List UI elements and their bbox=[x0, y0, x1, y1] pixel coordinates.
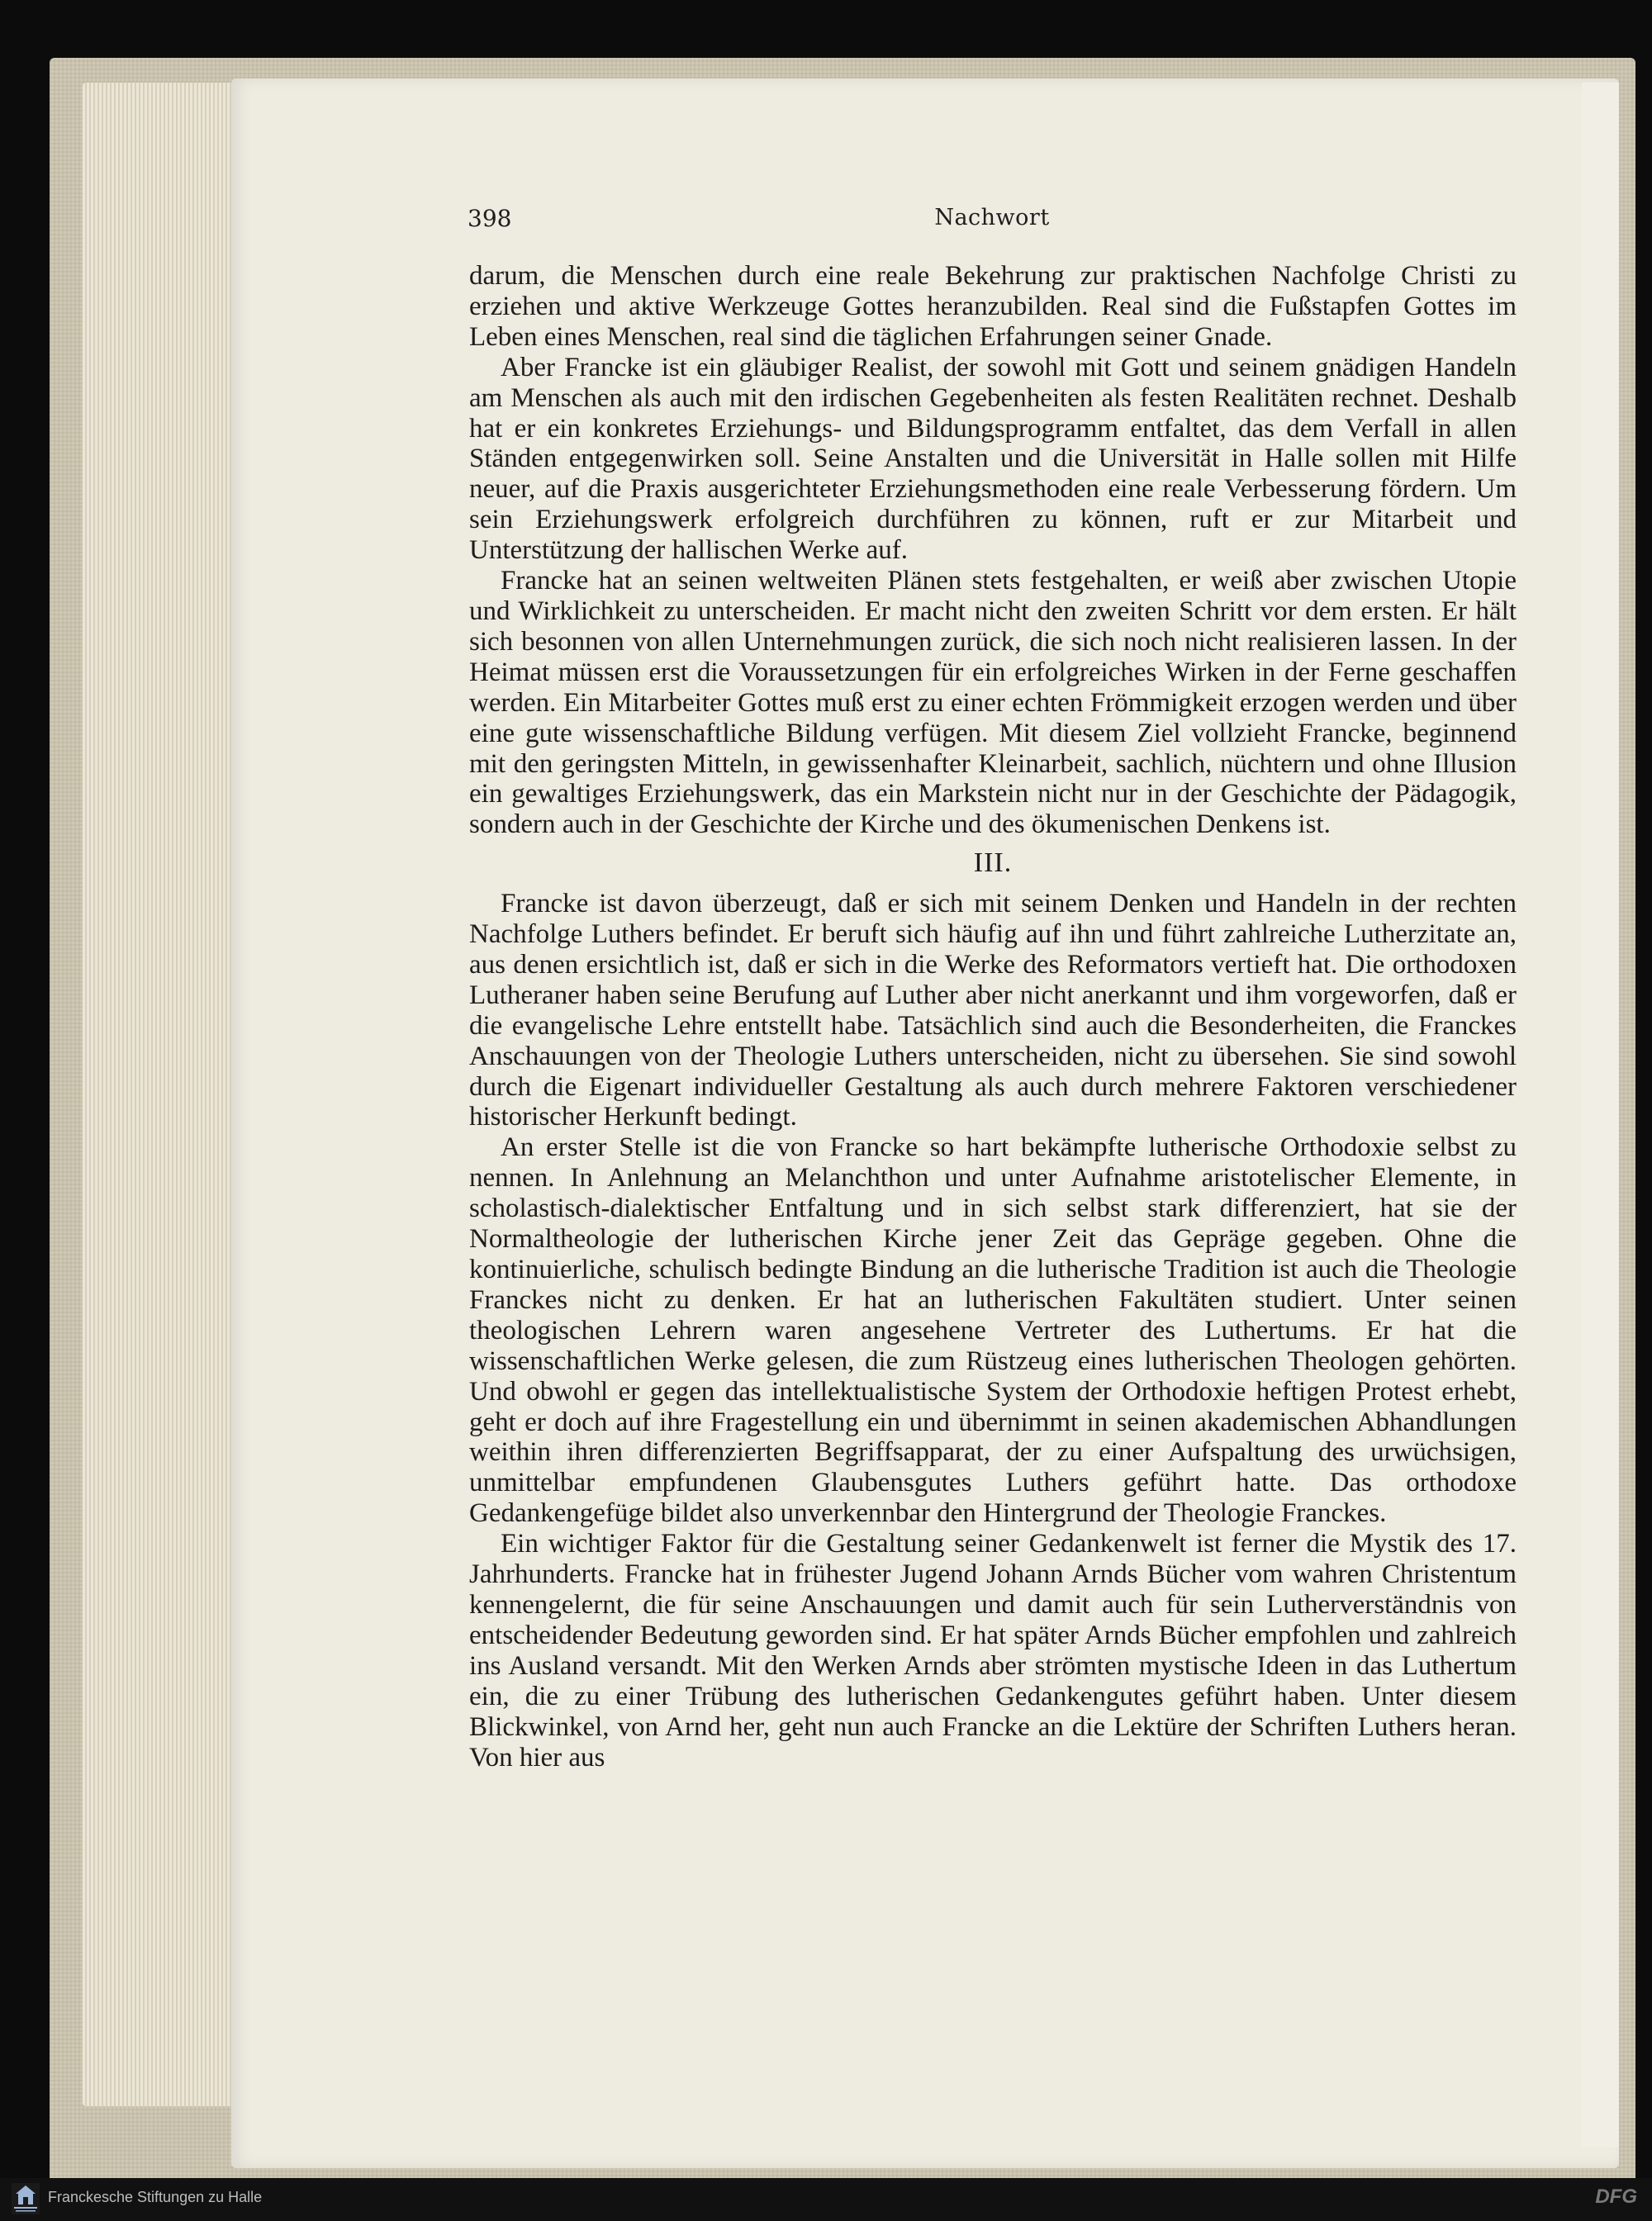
running-title: Nachwort bbox=[934, 205, 1050, 230]
franckesche-stiftungen-logo-icon bbox=[12, 2183, 40, 2214]
viewer-footer bbox=[0, 2178, 1652, 2221]
section-heading: III. bbox=[973, 847, 1013, 879]
paragraph: An erster Stelle ist die von Francke so hart bekämpfte lutherische Orthodoxie selbst zu nennen. In Anlehnung an Melanchthon und unter Aufnahme aristotelischer Elemente, in scholastisch-dialektischer Entfaltung und in sich selbst stark differenziert, hat sie der Normaltheologie der lutherischen Kirche jener Zeit das Gepräge gegeben. Ohne die kontinuierliche, schulisch bedingte Bindung an die lutherische Tradition ist auch die Theologie Franckes nicht zu denken. Er hat an lutherischen Fakultäten studiert. Unter seinen theologischen Lehrern waren angesehene Vertreter des Luthertums. Er hat die wissenschaftlichen Werke gelesen, die zum Rüstzeug eines lutherischen Theologen gehörten. Und obwohl er gegen das intellektualistische System der Orthodoxie heftigen Protest erhebt, geht er doch auf ihre Fragestellung ein und übernimmt in seinen akademischen Abhandlungen weithin ihren differenzierten Begriffsapparat, der zu einer Aufspaltung des urwüchsigen, unmittelbar empfundenen Glaubensgutes Luthers geführt hatte. Das orthodoxe Gedankengefüge bildet also unverkennbar den Hintergrund der Theologie Franckes. bbox=[469, 1132, 1517, 1529]
dfg-logo: DFG bbox=[1595, 2185, 1637, 2208]
paragraph: Francke ist davon überzeugt, daß er sich mit seinem Denken und Handeln in der rechten Nachfolge Luthers befindet. Er beruft sich häufig auf ihn und führt zahlreiche Lutherzitate an, aus denen ersichtlich ist, daß er sich in die Werke des Reformators vertieft hat. Die orthodoxen Lutheraner haben seine Berufung auf Luther aber nicht anerkannt und ihm vorgeworfen, daß er die evangelische Lehre entstellt habe. Tatsächlich sind auch die Besonderheiten, die Franckes Anschauungen von der Theologie Luthers unterscheiden, nicht zu übersehen. Sie sind sowohl durch die Eigenart individueller Gestaltung als auch durch mehrere Faktoren verschiedener historischer Herkunft bedingt. bbox=[469, 889, 1517, 1132]
footer-institution: Franckesche Stiftungen zu Halle bbox=[48, 2189, 263, 2205]
page-number: 398 bbox=[468, 205, 512, 232]
page-header bbox=[468, 205, 1517, 238]
facing-page-edge bbox=[1582, 83, 1619, 2147]
page-edges bbox=[83, 83, 248, 2106]
paragraph: Francke hat an seinen weltweiten Plänen stets festgehalten, er weiß aber zwischen Utopie und Wirklichkeit zu unterscheiden. Er macht nicht den zweiten Schritt vor dem ersten. Er hält sich besonnen von allen Unternehmungen zurück, die sich noch nicht realisieren lassen. In der Heimat müssen erst die Voraussetzungen für ein erfolgreiches Wirken in der Ferne geschaffen werden. Ein Mitarbeiter Gottes muß erst zu einer echten Frömmigkeit erzogen werden und über eine gute wissenschaftliche Bildung verfügen. Mit diesem Ziel vollzieht Francke, beginnend mit den geringsten Mitteln, in gewissenhafter Kleinarbeit, sachlich, nüchtern und ohne Illusion ein gewaltiges Erziehungswerk, das ein Markstein nicht nur in der Geschichte der Pädagogik, sondern auch in der Geschichte der Kirche und des ökumenischen Denkens ist. bbox=[469, 566, 1517, 840]
paragraph: Ein wichtiger Faktor für die Gestaltung seiner Gedankenwelt ist ferner die Mystik des 17. Jahrhunderts. Francke hat in frühester Jugend Johann Arnds Bücher vom wahren Christentum kennengelernt, die für seine Anschauungen und damit auch für sein Lutherverständnis von entscheidender Bedeutung geworden sind. Er hat später Arnds Bücher empfohlen und zahlreich ins Ausland versandt. Mit den Werken Arnds aber strömten mystische Ideen in das Luthertum ein, die zu einer Trübung des lutherischen Gedankengutes geführt haben. Unter diesem Blickwinkel, von Arnd her, geht nun auch Francke an die Lektüre der Schriften Luthers heran. Von hier aus bbox=[469, 1529, 1517, 1773]
body-text bbox=[469, 261, 1517, 1773]
paragraph: Aber Francke ist ein gläubiger Realist, der sowohl mit Gott und seinem gnädigen Handeln am Menschen als auch mit den irdischen Gegebenheiten als festen Realitäten rechnet. Deshalb hat er ein konkretes Erziehungs- und Bildungsprogramm entfaltet, das dem Verfall in allen Ständen entgegenwirken soll. Seine Anstalten und die Universität in Halle sollen mit Hilfe neuer, auf die Praxis ausgerichteter Erziehungsmethoden eine reale Verbesserung fördern. Um sein Erziehungswerk erfolgreich durchführen zu können, ruft er zur Mitarbeit und Unterstützung der hallischen Werke auf. bbox=[469, 352, 1517, 566]
paragraph: darum, die Menschen durch eine reale Bekehrung zur praktischen Nachfolge Christi zu erziehen und aktive Werkzeuge Gottes heranzubilden. Real sind die Fußstapfen Gottes im Leben eines Menschen, real sind die täglichen Erfahrungen seiner Gnade. bbox=[469, 261, 1517, 352]
